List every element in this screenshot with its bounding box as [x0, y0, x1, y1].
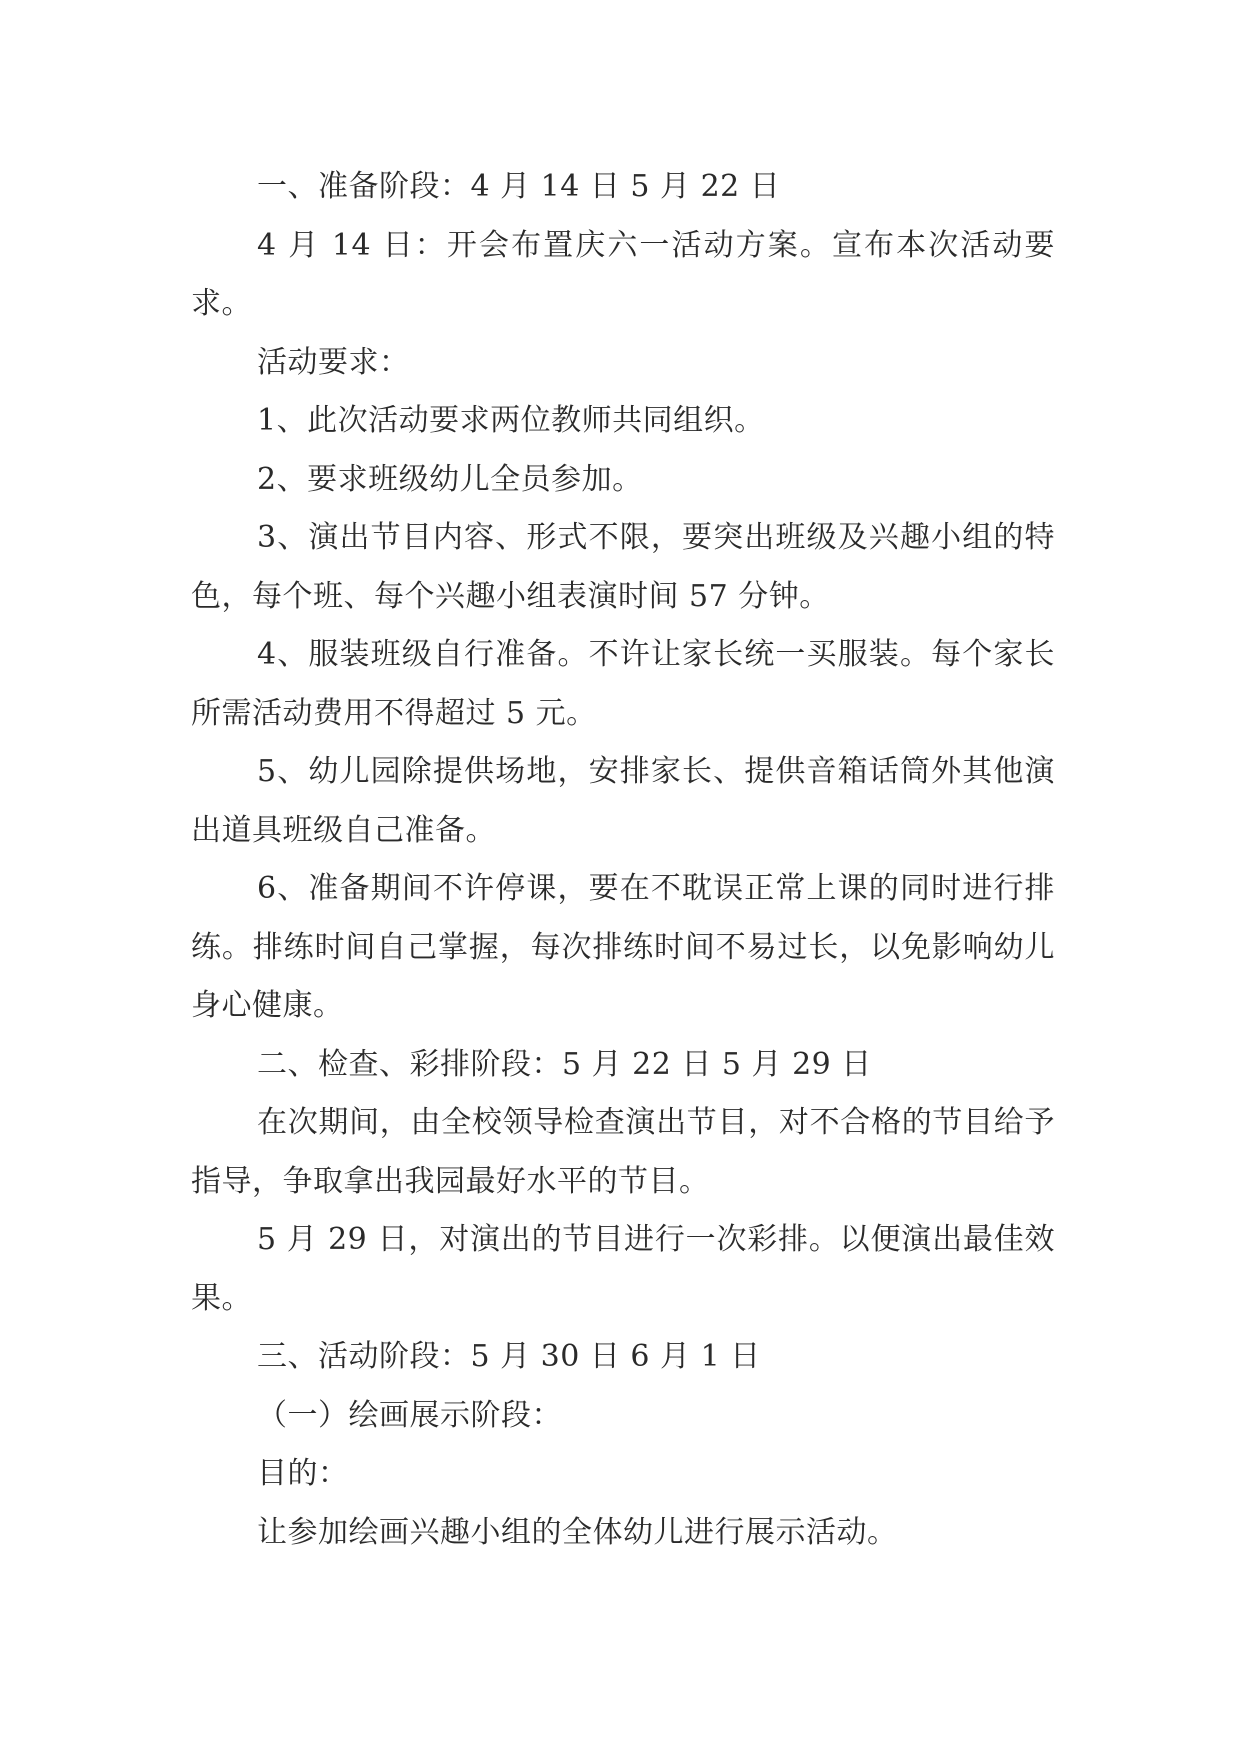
paragraph-stage-one-heading: 一、准备阶段：4 月 14 日 5 月 22 日	[257, 169, 781, 204]
paragraph-stage-three-heading: 三、活动阶段：5 月 30 日 6 月 1 日	[257, 1339, 761, 1374]
paragraph-painting-stage-heading: （一）绘画展示阶段：	[257, 1397, 562, 1433]
paragraph-inspection: 在次期间，由全校领导检查演出节目，对不合格的节目给予指导，争取拿出我园最好水平的节目。	[191, 1105, 1055, 1199]
paragraph-purpose-heading: 目的：	[257, 1456, 349, 1491]
paragraph-april-14-meeting: 4 月 14 日：开会布置庆六一活动方案。宣布本次活动要求。	[191, 227, 1055, 321]
paragraph-requirement-4: 4、服装班级自行准备。不许让家长统一买服装。每个家长所需活动费用不得超过 5 元。	[191, 637, 1055, 731]
paragraph-requirements-heading: 活动要求：	[257, 344, 410, 380]
paragraph-rehearsal: 5 月 29 日，对演出的节目进行一次彩排。以便演出最佳效果。	[191, 1222, 1055, 1316]
paragraph-requirement-2: 2、要求班级幼儿全员参加。	[257, 461, 643, 497]
paragraph-requirement-3: 3、演出节目内容、形式不限，要突出班级及兴趣小组的特色，每个班、每个兴趣小组表演时间 57 分钟。	[191, 520, 1055, 614]
paragraph-stage-two-heading: 二、检查、彩排阶段：5 月 22 日 5 月 29 日	[257, 1046, 872, 1082]
paragraph-requirement-5: 5、幼儿园除提供场地，安排家长、提供音箱话筒外其他演出道具班级自己准备。	[191, 754, 1055, 848]
document-body	[191, 158, 1055, 1562]
paragraph-purpose-text: 让参加绘画兴趣小组的全体幼儿进行展示活动。	[257, 1514, 898, 1550]
paragraph-requirement-6: 6、准备期间不许停课，要在不耽误正常上课的同时进行排练。排练时间自己掌握，每次排练时间不易过长，以免影响幼儿身心健康。	[191, 871, 1055, 1023]
paragraph-requirement-1: 1、此次活动要求两位教师共同组织。	[257, 403, 765, 438]
